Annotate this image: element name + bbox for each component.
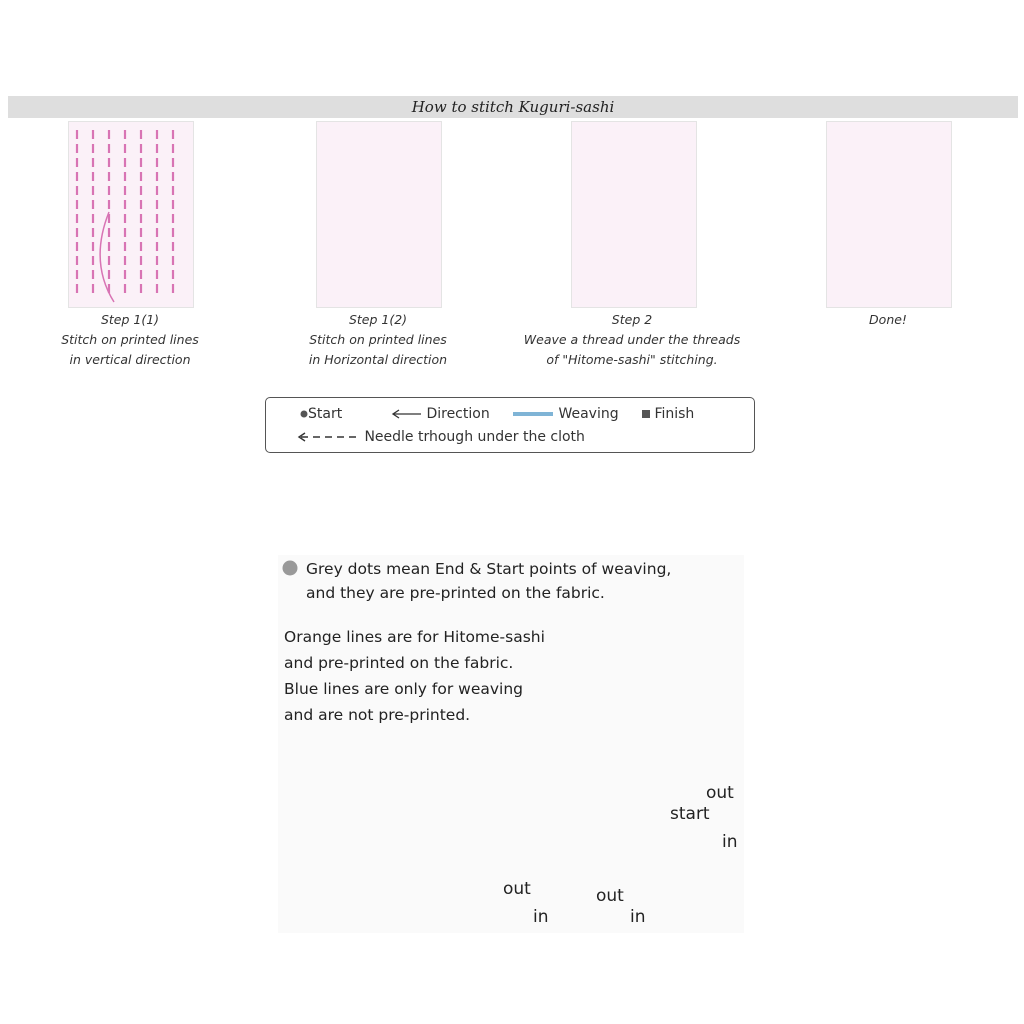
stitch-horizontal-image [317,122,441,307]
legend-start [300,405,342,423]
arrow-left-icon [390,409,422,419]
legend-needle [296,428,585,446]
out-label: out [503,879,531,899]
step-caption [20,310,240,370]
blue-lines-note-line: and are not pre-printed. [284,706,471,724]
in-label: in [533,907,549,927]
finished-pattern-image [827,122,951,307]
blue-lines-note-line: Blue lines are only for weaving [284,680,524,698]
step-caption [522,310,742,370]
start-dot-icon [300,410,308,418]
step-desc-line: of "Hitome-sashi" stitching. [546,352,718,367]
grey-dots-note-line: Grey dots mean End & Start points of weaving, [306,560,672,578]
legend-finish [642,405,694,423]
legend-needle-label: Needle trhough under the cloth [364,429,585,445]
step-1-1-photo [68,121,194,308]
title-banner [8,96,1018,118]
finish-square-icon [642,410,650,418]
dashed-arrow-icon [296,432,360,442]
page-title: How to stitch Kuguri-sashi [411,98,615,116]
legend-direction [390,405,490,423]
step-title: Done! [869,312,907,327]
in-label: in [722,832,738,852]
step-desc-line: Stitch on printed lines [61,332,199,347]
orange-lines-note-line: Orange lines are for Hitome-sashi [284,628,545,646]
legend-weaving-label: Weaving [558,406,619,422]
step-desc-line: in Horizontal direction [308,352,448,367]
legend-direction-label: Direction [426,406,490,422]
grey-dot-icon [282,560,298,576]
out-label: out [706,783,734,803]
start-label: start [670,804,710,824]
step-title: Step 2 [611,312,653,327]
stitch-vertical-image [69,122,193,307]
step-desc-line: Stitch on printed lines [309,332,447,347]
step-desc-line: Weave a thread under the threads [523,332,741,347]
step-title: Step 1(2) [348,312,408,327]
grey-dots-note-line: and they are pre-printed on the fabric. [306,584,605,602]
legend-start-label: Start [308,406,343,422]
weaving-diagram [278,555,744,933]
legend-box [265,397,755,453]
in-label: in [630,907,646,927]
step-caption [778,310,998,330]
step-caption [268,310,488,370]
thread-line [100,212,114,302]
step-2-photo [571,121,697,308]
out-label: out [596,886,624,906]
legend-finish-label: Finish [654,406,695,422]
weave-image [572,122,696,307]
step-1-2-photo [316,121,442,308]
weaving-diagram-graphic [278,555,744,933]
step-desc-line: in vertical direction [69,352,191,367]
done-photo [826,121,952,308]
weaving-line-icon [512,409,554,419]
legend-weaving [512,405,619,423]
orange-lines-note-line: and pre-printed on the fabric. [284,654,514,672]
step-title: Step 1(1) [100,312,160,327]
